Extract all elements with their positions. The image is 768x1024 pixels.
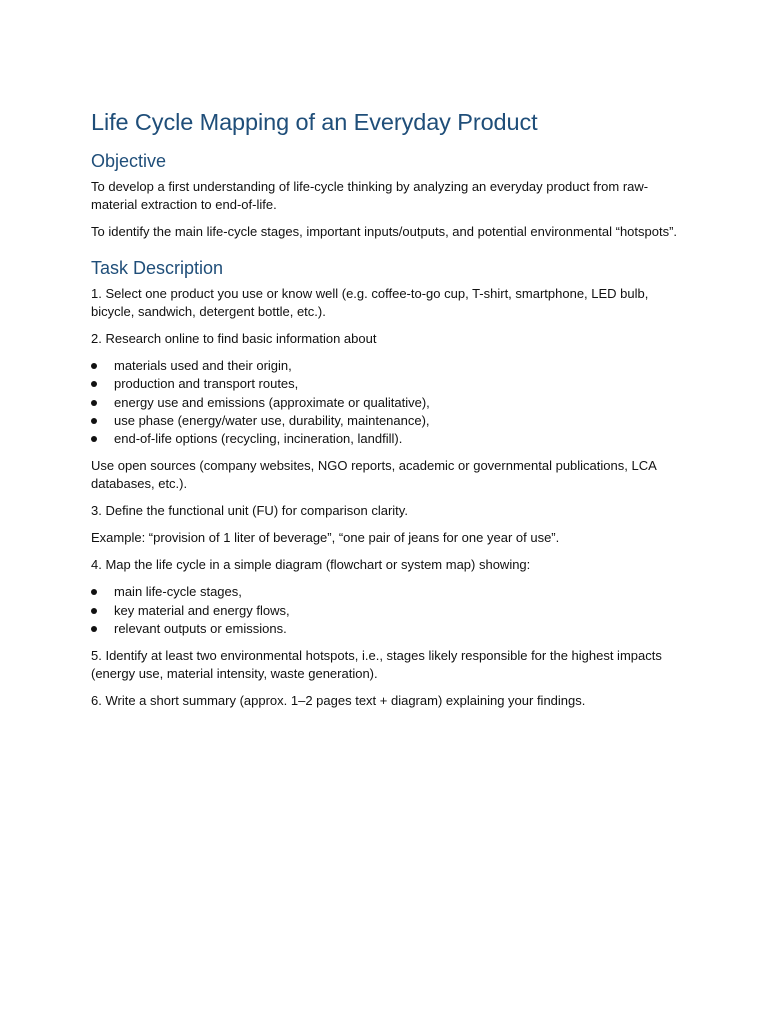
- task-step-3: 3. Define the functional unit (FU) for comparison clarity.: [91, 503, 408, 519]
- objective-paragraph-2: To identify the main life-cycle stages, important inputs/outputs, and potential environmental “hotspots”.: [91, 224, 678, 239]
- task-step-6: 6. Write a short summary (approx. 1–2 pages text + diagram) explaining your findings.: [91, 693, 586, 709]
- list-item: relevant outputs or emissions.: [91, 620, 691, 638]
- list-item: materials used and their origin,: [91, 357, 691, 375]
- task-step-2: 2. Research online to find basic information about: [91, 331, 377, 346]
- sources-paragraph: Use open sources (company websites, NGO reports, academic or governmental publications, LCA databases, etc.).: [91, 458, 657, 492]
- task-step-5: 5. Identify at least two environmental hotspots, i.e., stages likely responsible for the highest impacts (energy use, material intensity, waste generation).: [91, 648, 662, 682]
- research-topics-list: [91, 357, 691, 448]
- list-item: end-of-life options (recycling, incineration, landfill).: [91, 430, 691, 448]
- task-step-4: 4. Map the life cycle in a simple diagram (flowchart or system map) showing:: [91, 557, 531, 573]
- list-item: key material and energy flows,: [91, 602, 691, 620]
- document-title: Life Cycle Mapping of an Everyday Product: [91, 109, 538, 135]
- task-step-1: 1. Select one product you use or know well (e.g. coffee-to-go cup, T-shirt, smartphone, LED bulb, bicycle, sandwich, detergent bottle, etc.).: [91, 286, 649, 319]
- example-paragraph: Example: “provision of 1 liter of beverage”, “one pair of jeans for one year of use”.: [91, 530, 560, 546]
- document-page: [91, 106, 691, 719]
- task-description-heading: Task Description: [91, 258, 224, 278]
- list-item: main life-cycle stages,: [91, 583, 691, 601]
- diagram-contents-list: [91, 583, 691, 638]
- list-item: use phase (energy/water use, durability, maintenance),: [91, 412, 691, 430]
- objective-heading: Objective: [91, 151, 167, 171]
- list-item: energy use and emissions (approximate or qualitative),: [91, 394, 691, 412]
- list-item: production and transport routes,: [91, 375, 691, 393]
- objective-paragraph-1: To develop a first understanding of life-cycle thinking by analyzing an everyday product from raw-material extraction to end-of-life.: [91, 179, 649, 212]
